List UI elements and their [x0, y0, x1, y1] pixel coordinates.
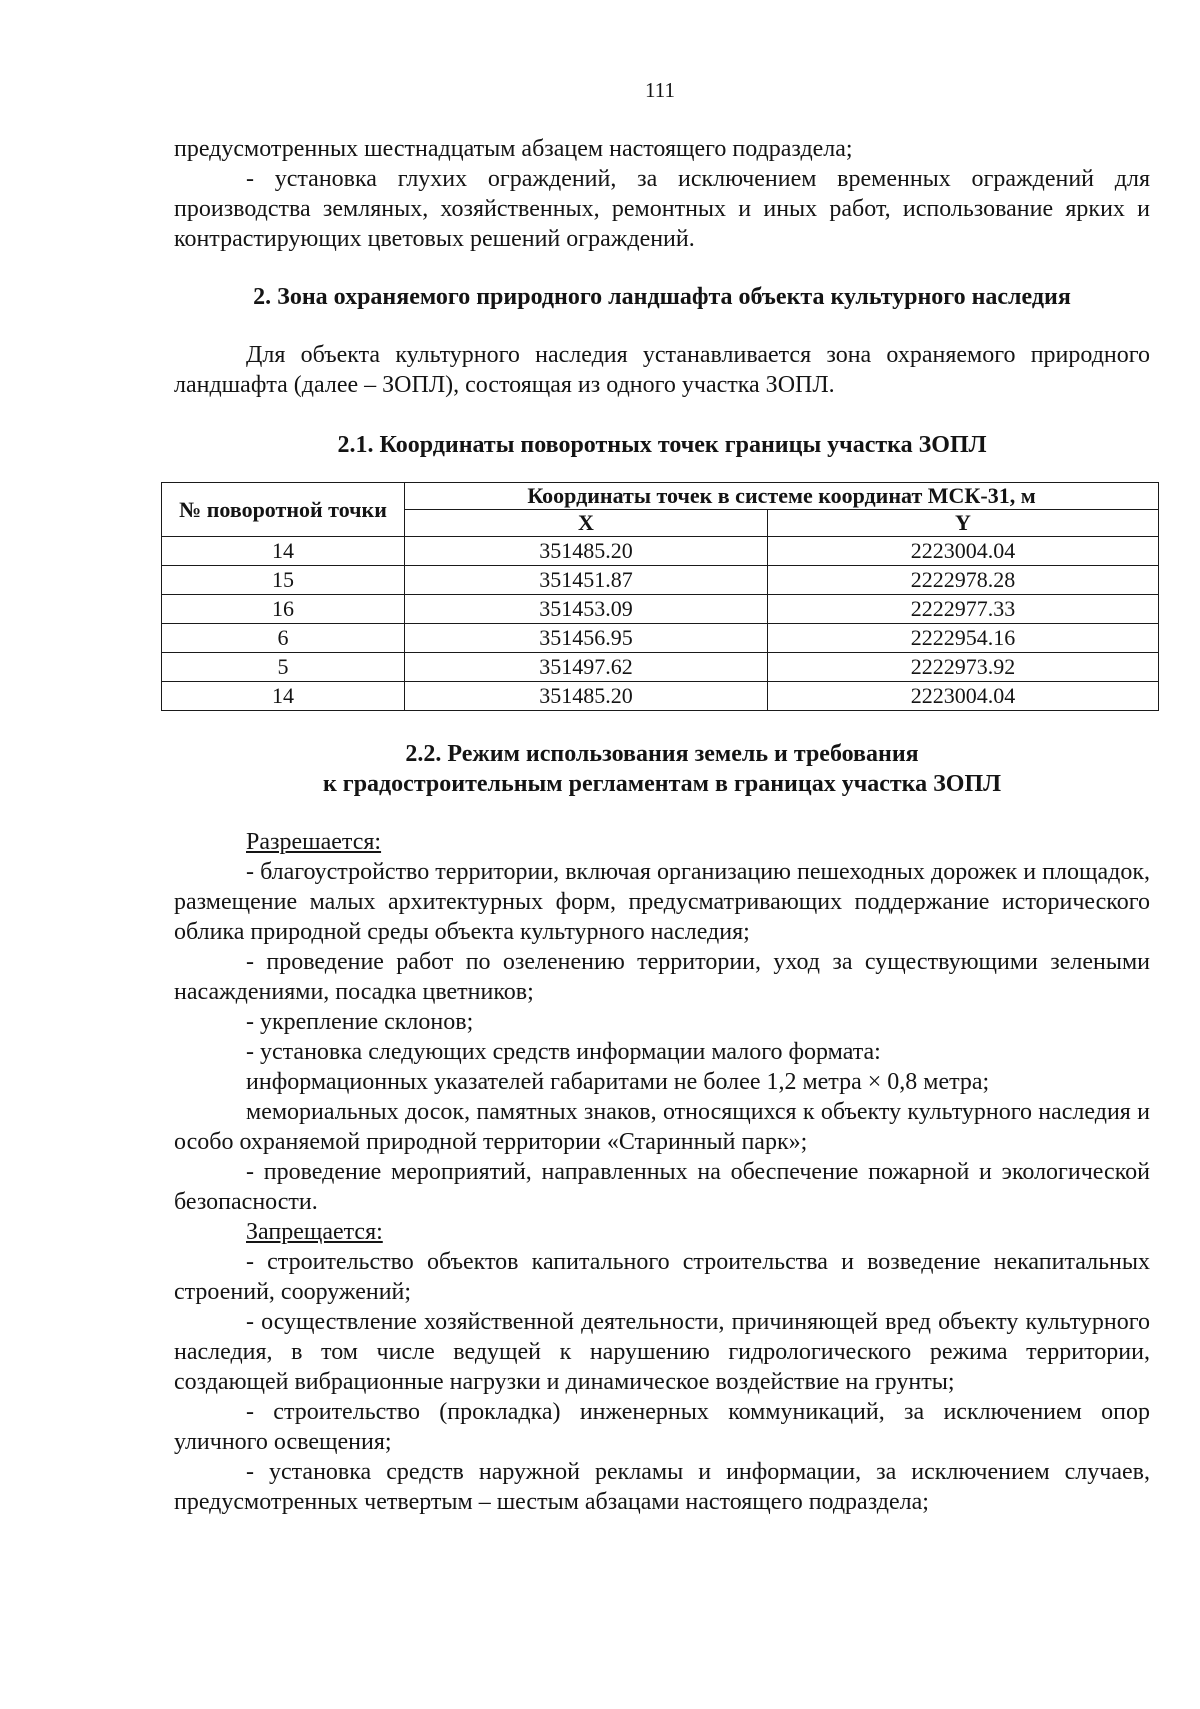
x-value: 351485.20: [405, 682, 768, 711]
col-x-header: X: [405, 510, 768, 537]
intro-paragraph-1: предусмотренных шестнадцатым абзацем настоящего подраздела;: [174, 136, 853, 162]
x-value: 351453.09: [405, 595, 768, 624]
section-heading-2: 2. Зона охраняемого природного ландшафта объекта культурного наследия: [253, 284, 1071, 310]
page-number: 111: [645, 78, 675, 102]
y-value: 2222954.16: [768, 624, 1159, 653]
forbidden-label-line: [174, 1217, 1150, 1247]
y-value: 2222978.28: [768, 566, 1159, 595]
y-value: 2223004.04: [768, 682, 1159, 711]
forbidden-item: - осуществление хозяйственной деятельности, причиняющей вред объекту культурного наследия, в том числе ведущей к нарушению гидрологического режима территории, создающей вибрационные нагрузки и динамическое воздействие на грунты;: [174, 1309, 1150, 1395]
table-row: [162, 566, 1159, 595]
x-value: 351485.20: [405, 537, 768, 566]
point-number: 15: [162, 566, 405, 595]
point-number: 6: [162, 624, 405, 653]
y-value: 2222977.33: [768, 595, 1159, 624]
point-number: 14: [162, 682, 405, 711]
point-number: 5: [162, 653, 405, 682]
y-value: 2222973.92: [768, 653, 1159, 682]
table-row: [162, 595, 1159, 624]
forbidden-label: Запрещается:: [246, 1219, 383, 1245]
allowed-item: - проведение мероприятий, направленных на обеспечение пожарной и экологической безопасности.: [174, 1159, 1150, 1215]
section-heading-2-1: 2.1. Координаты поворотных точек границы участка ЗОПЛ: [337, 432, 987, 458]
allowed-item: - установка следующих средств информации малого формата:: [246, 1039, 881, 1065]
table-row: [162, 653, 1159, 682]
y-value: 2223004.04: [768, 537, 1159, 566]
allowed-label: Разрешается:: [246, 829, 382, 855]
allowed-item: - укрепление склонов;: [246, 1009, 474, 1035]
x-value: 351497.62: [405, 653, 768, 682]
x-value: 351451.87: [405, 566, 768, 595]
allowed-item: информационных указателей габаритами не более 1,2 метра × 0,8 метра;: [246, 1069, 990, 1095]
x-value: 351456.95: [405, 624, 768, 653]
allowed-item: мемориальных досок, памятных знаков, относящихся к объекту культурного наследия и особо охраняемой природной территории «Старинный парк»;: [174, 1099, 1150, 1155]
section-heading-2-2-line1: 2.2. Режим использования земель и требования: [405, 741, 919, 767]
forbidden-item: - установка средств наружной рекламы и информации, за исключением случаев, предусмотренных четвертым – шестым абзацами настоящего подраздела;: [174, 1459, 1150, 1515]
allowed-label-line: [174, 827, 1150, 857]
zone-paragraph: Для объекта культурного наследия устанавливается зона охраняемого природного ландшафта (далее – ЗОПЛ), состоящая из одного участка ЗОПЛ.: [174, 342, 1150, 398]
forbidden-item: - строительство объектов капитального строительства и возведение некапитальных строений, сооружений;: [174, 1249, 1150, 1305]
col-coords-header: Координаты точек в системе координат МСК-31, м: [405, 483, 1159, 510]
point-number: 16: [162, 595, 405, 624]
coordinates-table: [161, 482, 1159, 711]
document-body: [174, 134, 1150, 1517]
col-point-header: № поворотной точки: [162, 483, 405, 537]
allowed-item: - благоустройство территории, включая организацию пешеходных дорожек и площадок, размещение малых архитектурных форм, предусматривающих поддержание исторического облика природной среды объекта культурного наследия;: [174, 859, 1150, 945]
point-number: 14: [162, 537, 405, 566]
section-heading-2-2-line2: к градостроительным регламентам в границах участка ЗОПЛ: [322, 771, 1002, 797]
table-row: [162, 682, 1159, 711]
table-row: [162, 537, 1159, 566]
intro-paragraph-2: - установка глухих ограждений, за исключением временных ограждений для производства земляных, хозяйственных, ремонтных и иных работ, использование ярких и контрастирующих цветовых решений ограждений.: [174, 166, 1150, 252]
table-row: [162, 624, 1159, 653]
forbidden-item: - строительство (прокладка) инженерных коммуникаций, за исключением опор уличного освещения;: [174, 1399, 1150, 1455]
col-y-header: Y: [768, 510, 1159, 537]
allowed-item: - проведение работ по озеленению территории, уход за существующими зелеными насаждениями, посадка цветников;: [174, 949, 1150, 1005]
